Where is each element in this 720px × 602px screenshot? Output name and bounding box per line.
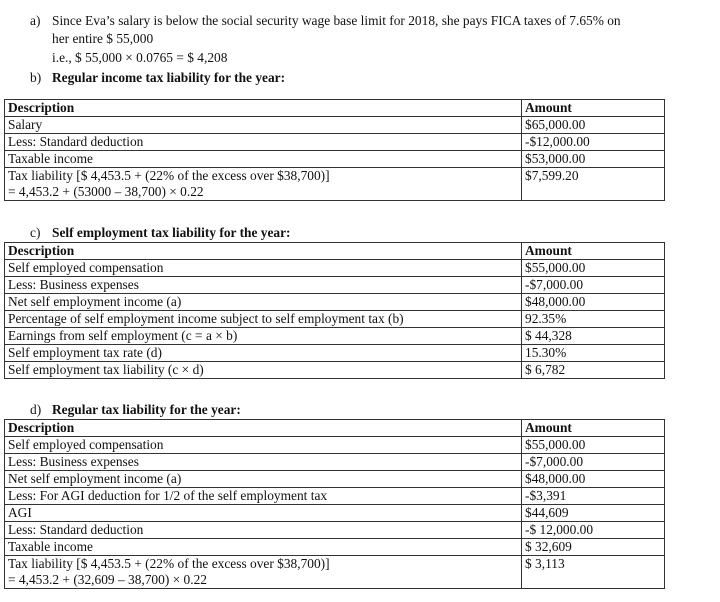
table-row (5, 294, 665, 311)
table-row (5, 471, 665, 488)
table-row (5, 522, 665, 539)
row-amount: $ 32,609 (522, 539, 665, 556)
section-b-heading: Regular income tax liability for the year: (52, 70, 286, 85)
table-row (5, 117, 665, 134)
regular-income-tax-table (4, 99, 665, 201)
header-amount: Amount (522, 100, 665, 117)
table-row (5, 277, 665, 294)
row-description: Less: Standard deduction (5, 522, 522, 539)
section-a-line-3: i.e., $ 55,000 × 0.0765 = $ 4,208 (52, 50, 228, 65)
row-amount: $48,000.00 (522, 471, 665, 488)
table-row (5, 134, 665, 151)
header-description: Description (5, 420, 522, 437)
row-description-line-2: = 4,453.2 + (53000 – 38,700) × 0.22 (8, 184, 204, 199)
row-description (5, 556, 522, 589)
row-description-line-2: = 4,453.2 + (32,609 – 38,700) × 0.22 (8, 572, 207, 587)
row-description: Self employment tax rate (d) (5, 345, 522, 362)
table-row (5, 454, 665, 471)
row-amount: $53,000.00 (522, 151, 665, 168)
table-row (5, 260, 665, 277)
row-amount: -$7,000.00 (522, 454, 665, 471)
header-amount: Amount (522, 420, 665, 437)
table-row (5, 556, 665, 589)
table-header-row (5, 243, 665, 260)
row-description: Self employment tax liability (c × d) (5, 362, 522, 379)
row-amount: $44,609 (522, 505, 665, 522)
row-amount: $55,000.00 (522, 437, 665, 454)
row-description: AGI (5, 505, 522, 522)
row-description: Percentage of self employment income subject to self employment tax (b) (5, 311, 522, 328)
table-header-row (5, 420, 665, 437)
row-description: Earnings from self employment (c = a × b) (5, 328, 522, 345)
table-row (5, 151, 665, 168)
table-row (5, 437, 665, 454)
section-c-label: c) (30, 225, 41, 240)
section-d-label: d) (30, 402, 42, 417)
table-row (5, 168, 665, 201)
table-row (5, 505, 665, 522)
row-amount: $48,000.00 (522, 294, 665, 311)
row-description: Taxable income (5, 539, 522, 556)
row-description-line-1: Tax liability [$ 4,453.5 + (22% of the excess over $38,700)] (8, 556, 330, 571)
row-amount: -$12,000.00 (522, 134, 665, 151)
table-header-row (5, 100, 665, 117)
section-c-heading: Self employment tax liability for the year: (52, 225, 291, 240)
section-b-label: b) (30, 70, 42, 85)
row-description: Self employed compensation (5, 437, 522, 454)
table-row (5, 345, 665, 362)
row-amount: -$7,000.00 (522, 277, 665, 294)
row-description: Net self employment income (a) (5, 471, 522, 488)
row-description: Less: Standard deduction (5, 134, 522, 151)
row-amount: $65,000.00 (522, 117, 665, 134)
table-row (5, 362, 665, 379)
row-amount: $55,000.00 (522, 260, 665, 277)
table-row (5, 539, 665, 556)
row-description: Less: Business expenses (5, 454, 522, 471)
header-description: Description (5, 100, 522, 117)
row-description: Taxable income (5, 151, 522, 168)
table-row (5, 328, 665, 345)
section-a-line-2: her entire $ 55,000 (52, 31, 154, 46)
self-employment-tax-table (4, 242, 665, 379)
header-description: Description (5, 243, 522, 260)
regular-tax-liability-table (4, 419, 665, 589)
row-amount: 15.30% (522, 345, 665, 362)
row-amount: $ 3,113 (522, 556, 665, 589)
row-description: Salary (5, 117, 522, 134)
row-amount: -$3,391 (522, 488, 665, 505)
section-a-label: a) (30, 13, 41, 28)
row-description-line-1: Tax liability [$ 4,453.5 + (22% of the excess over $38,700)] (8, 168, 330, 183)
row-description: Self employed compensation (5, 260, 522, 277)
row-description: Net self employment income (a) (5, 294, 522, 311)
table-row (5, 311, 665, 328)
row-amount: -$ 12,000.00 (522, 522, 665, 539)
row-description (5, 168, 522, 201)
row-description: Less: Business expenses (5, 277, 522, 294)
row-amount: $ 6,782 (522, 362, 665, 379)
table-row (5, 488, 665, 505)
header-amount: Amount (522, 243, 665, 260)
row-amount: $ 44,328 (522, 328, 665, 345)
section-a-line-1: Since Eva’s salary is below the social security wage base limit for 2018, she pays FICA taxes of 7.65% on (52, 13, 621, 28)
section-d-heading: Regular tax liability for the year: (52, 402, 241, 417)
row-amount: 92.35% (522, 311, 665, 328)
row-description: Less: For AGI deduction for 1/2 of the self employment tax (5, 488, 522, 505)
row-amount: $7,599.20 (522, 168, 665, 201)
